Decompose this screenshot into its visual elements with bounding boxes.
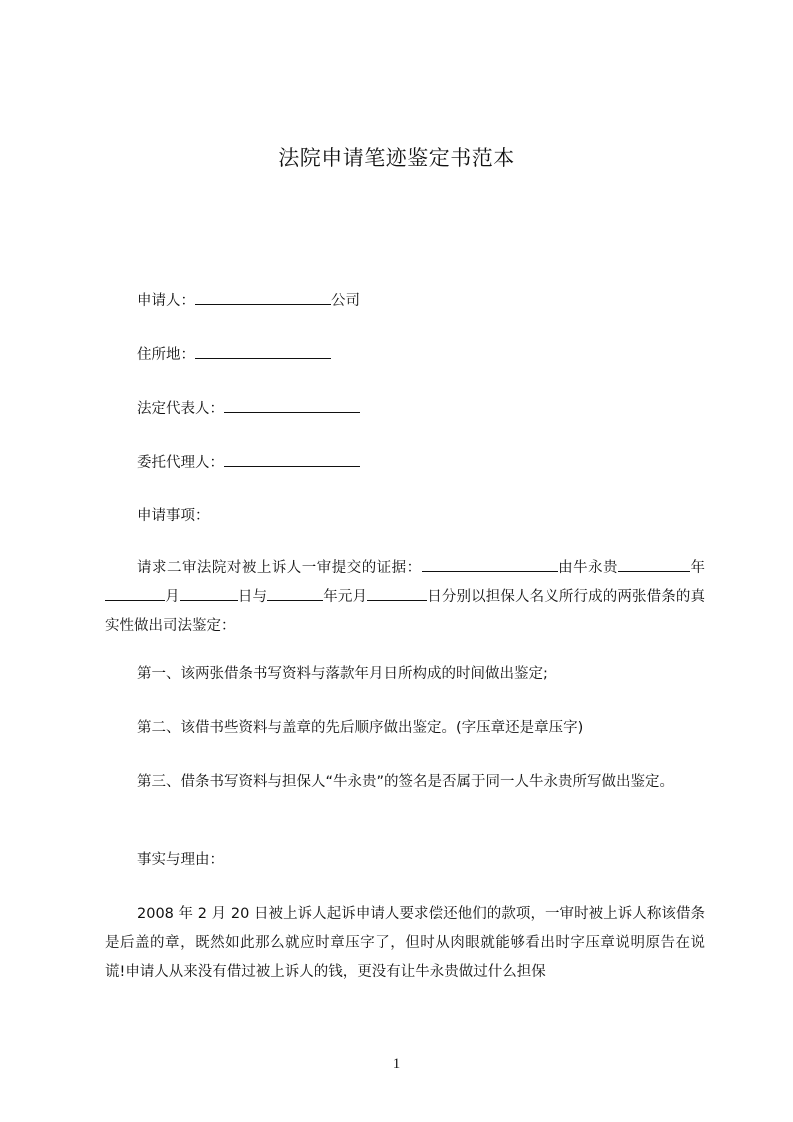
blank-month: [105, 586, 165, 601]
request-paragraph: [105, 554, 705, 641]
request-part6: 年元月: [323, 589, 368, 605]
address-line: [137, 344, 737, 365]
page-number: 1: [392, 1056, 401, 1072]
blank-b: [666, 557, 690, 572]
page-title: 法院申请笔迹鉴定书范本: [278, 146, 515, 170]
applicant-blank: [195, 290, 331, 305]
evidence-blank: [422, 557, 558, 572]
applicant-label: 申请人：: [137, 293, 195, 309]
request-part7: 日分别以担保人名义所行成的两张借条的真实性做出司法鉴定：: [105, 589, 705, 634]
applicant-suffix: 公司: [331, 293, 360, 309]
matters-heading: 申请事项：: [137, 508, 210, 524]
agent-blank: [224, 452, 360, 467]
blank-a: [618, 557, 666, 572]
request-part5: 日与: [237, 589, 268, 605]
legal-rep-line: [137, 398, 737, 419]
request-part3: 年: [690, 560, 706, 576]
address-label: 住所地：: [137, 347, 195, 363]
item-1: 第一、该两张借条书写资料与落款年月日所构成的时间做出鉴定;: [137, 666, 548, 682]
applicant-line: [137, 290, 737, 311]
request-part2: 由牛永贵: [557, 560, 619, 576]
agent-label: 委托代理人：: [137, 455, 224, 471]
request-part1: 请求二审法院对被上诉人一审提交的证据：: [137, 560, 422, 576]
legal-rep-blank: [224, 398, 360, 413]
blank-year: [267, 586, 323, 601]
legal-rep-label: 法定代表人：: [137, 401, 224, 417]
item-3: 第三、借条书写资料与担保人“牛永贵”的签名是否属于同一人牛永贵所写做出鉴定。: [137, 774, 675, 790]
item-2: 第二、该借书些资料与盖章的先后顺序做出鉴定。(字压章还是章压字): [137, 720, 584, 736]
facts-heading: 事实与理由：: [137, 852, 224, 868]
facts-paragraph: 2008 年 2 月 20 日被上诉人起诉申请人要求偿还他们的款项，一审时被上诉人称该借条是后盖的章，既然如此那么就应时章压字了，但时从肉眼就能够看出时字压章说明原告在说谎!申请人从来没有借过被上诉人的钱，更没有让牛永贵做过什么担保: [105, 906, 705, 980]
agent-line: [137, 452, 737, 473]
blank-day: [180, 586, 238, 601]
blank-day2: [367, 586, 427, 601]
address-blank: [195, 344, 331, 359]
request-part4: 月: [165, 589, 180, 605]
